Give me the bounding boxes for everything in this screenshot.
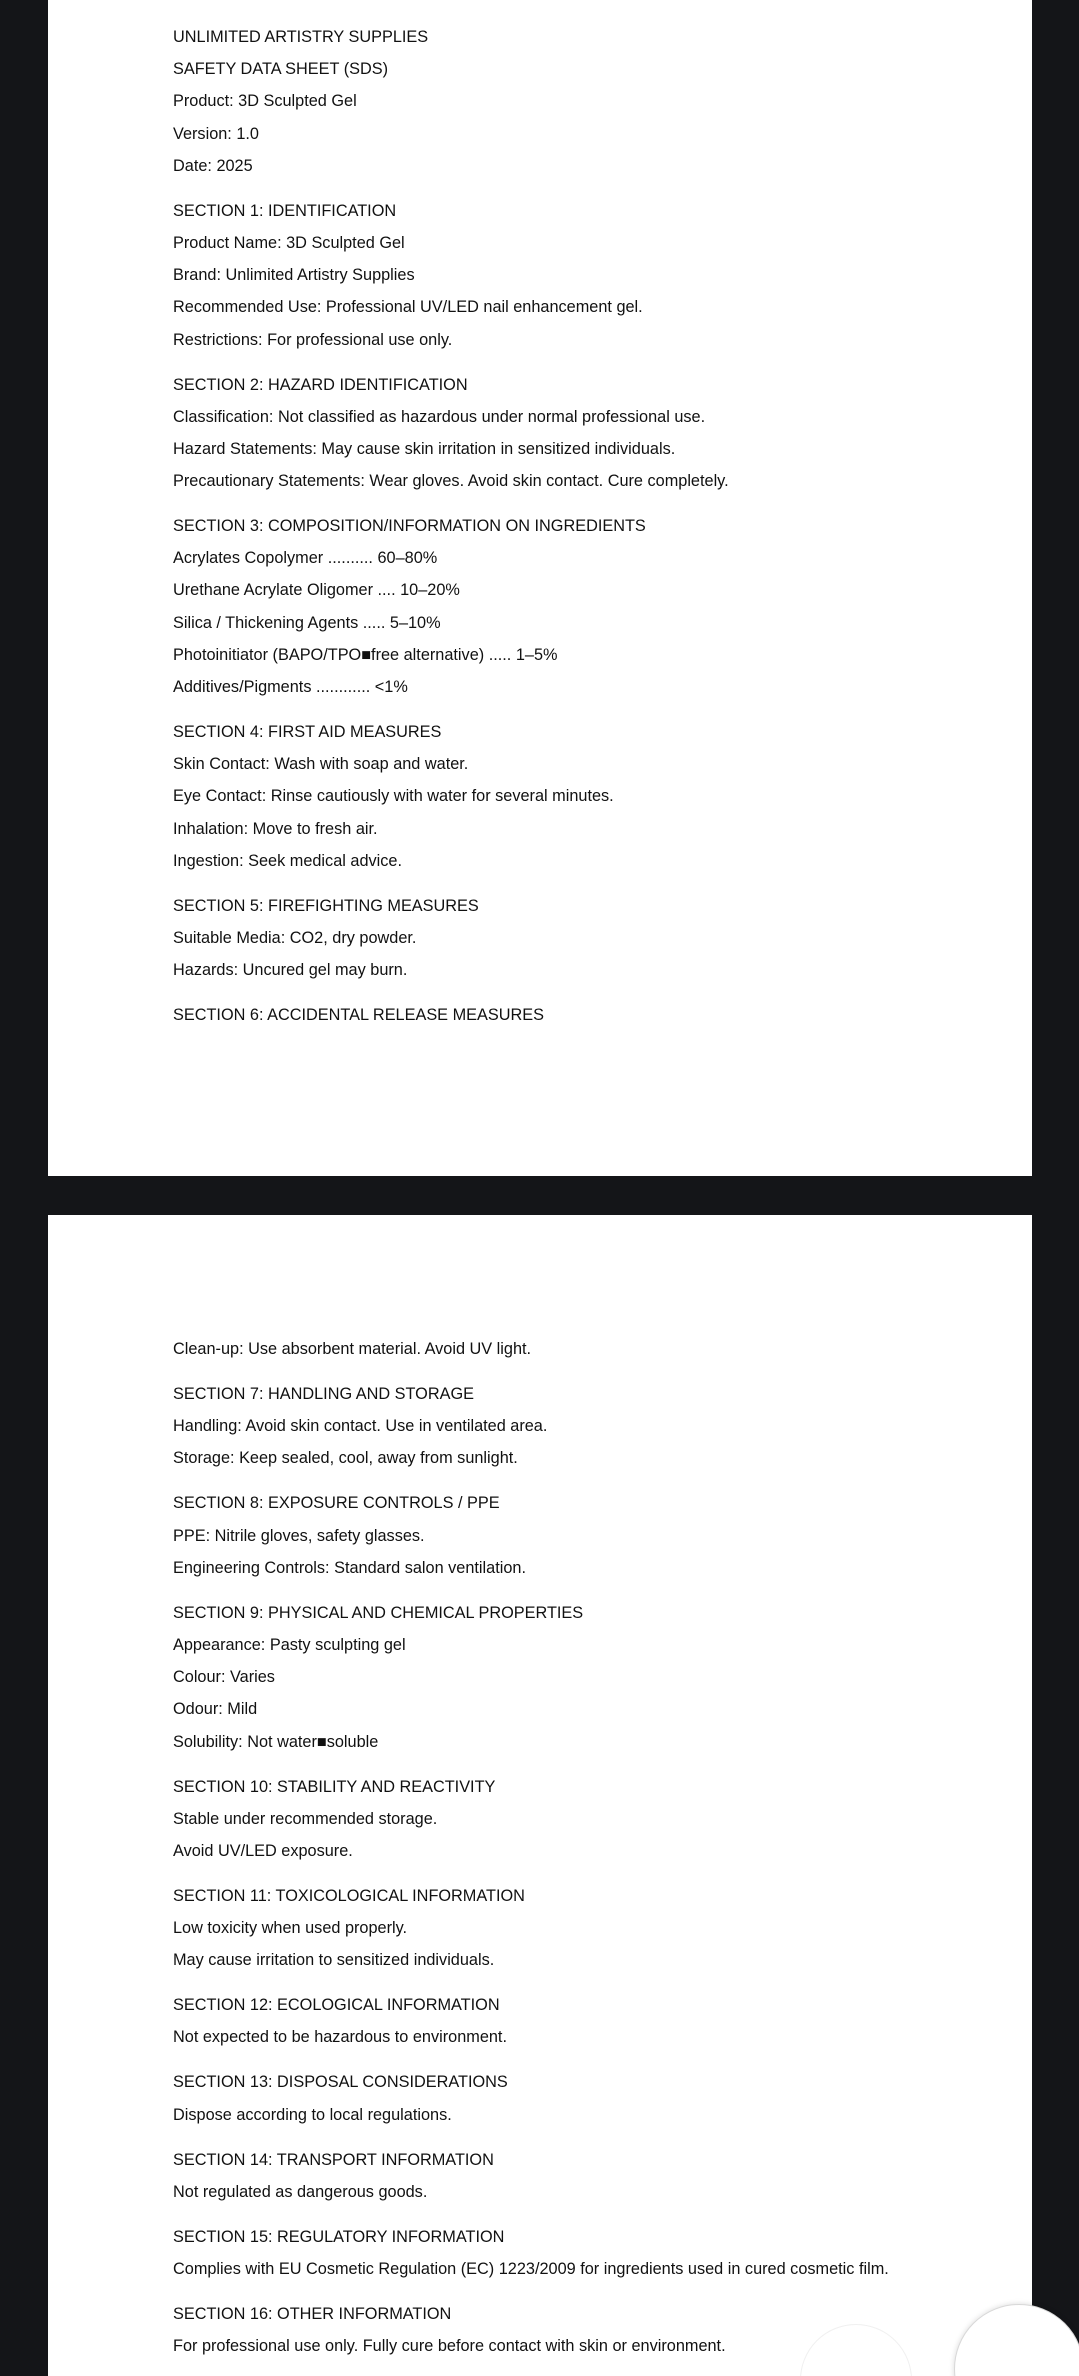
section-heading: SECTION 6: ACCIDENTAL RELEASE MEASURES	[173, 1006, 544, 1025]
section-heading: SECTION 2: HAZARD IDENTIFICATION	[173, 375, 468, 394]
section-heading: SECTION 14: TRANSPORT INFORMATION	[173, 2150, 494, 2169]
document-page-1	[48, 0, 1032, 1176]
section-line: Complies with EU Cosmetic Regulation (EC) 1223/2009 for ingredients used in cured cosmetic film.	[173, 2260, 889, 2278]
section-line: May cause irritation to sensitized individuals.	[173, 1951, 495, 1970]
section-line: Odour: Mild	[173, 1700, 258, 1719]
section-line: Low toxicity when used properly.	[173, 1919, 408, 1938]
section-line: Skin Contact: Wash with soap and water.	[173, 755, 469, 774]
section-heading: SECTION 8: EXPOSURE CONTROLS / PPE	[173, 1494, 500, 1513]
date-line: Date: 2025	[173, 156, 253, 175]
section-line: Not expected to be hazardous to environment.	[173, 2028, 507, 2047]
section-heading: SECTION 5: FIREFIGHTING MEASURES	[173, 896, 479, 915]
section-line: Restrictions: For professional use only.	[173, 330, 453, 349]
section-heading: SECTION 4: FIRST AID MEASURES	[173, 723, 442, 741]
section-line: For professional use only. Fully cure before contact with skin or environment.	[173, 2337, 726, 2356]
ingredient-line: Urethane Acrylate Oligomer .... 10–20%	[173, 581, 460, 600]
section-line: Classification: Not classified as hazardous under normal professional use.	[173, 407, 706, 426]
section-line: Inhalation: Move to fresh air.	[173, 819, 378, 838]
section-heading: SECTION 16: OTHER INFORMATION	[173, 2305, 452, 2323]
ingredient-line: Silica / Thickening Agents ..... 5–10%	[173, 613, 441, 632]
section-line: Avoid UV/LED exposure.	[173, 1841, 353, 1860]
section-line: Product Name: 3D Sculpted Gel	[173, 233, 405, 252]
section-heading: SECTION 11: TOXICOLOGICAL INFORMATION	[173, 1886, 525, 1905]
company-name: UNLIMITED ARTISTRY SUPPLIES	[173, 28, 429, 46]
section-line: Solubility: Not water■soluble	[173, 1732, 379, 1751]
section-heading: SECTION 10: STABILITY AND REACTIVITY	[173, 1777, 496, 1796]
section-line: Not regulated as dangerous goods.	[173, 2182, 428, 2201]
section-heading: SECTION 7: HANDLING AND STORAGE	[173, 1385, 474, 1403]
document-page-2	[48, 1215, 1032, 2376]
section-heading: SECTION 1: IDENTIFICATION	[173, 201, 397, 220]
section-line: Eye Contact: Rinse cautiously with water for several minutes.	[173, 787, 614, 806]
section-line: Hazards: Uncured gel may burn.	[173, 961, 408, 980]
version-line: Version: 1.0	[173, 124, 259, 143]
ingredient-line: Acrylates Copolymer .......... 60–80%	[173, 549, 438, 568]
section-line: Suitable Media: CO2, dry powder.	[173, 928, 417, 947]
section-line: Colour: Varies	[173, 1668, 275, 1687]
page-1-content	[173, 27, 992, 1037]
section-line: Handling: Avoid skin contact. Use in ventilated area.	[173, 1417, 548, 1436]
section-line: Storage: Keep sealed, cool, away from sunlight.	[173, 1449, 518, 1468]
section-line: PPE: Nitrile gloves, safety glasses.	[173, 1526, 425, 1545]
section-heading: SECTION 13: DISPOSAL CONSIDERATIONS	[173, 2073, 508, 2092]
section-line: Brand: Unlimited Artistry Supplies	[173, 266, 415, 285]
section-line: Precautionary Statements: Wear gloves. Avoid skin contact. Cure completely.	[173, 472, 729, 491]
ingredient-line: Additives/Pigments ............ <1%	[173, 678, 408, 696]
section-line: Appearance: Pasty sculpting gel	[173, 1635, 406, 1654]
section-line: Ingestion: Seek medical advice.	[173, 851, 402, 870]
section-line: Hazard Statements: May cause skin irritation in sensitized individuals.	[173, 439, 676, 458]
section-line: Dispose according to local regulations.	[173, 2105, 452, 2124]
product-line: Product: 3D Sculpted Gel	[173, 92, 357, 111]
section-heading: SECTION 9: PHYSICAL AND CHEMICAL PROPERTIES	[173, 1603, 584, 1622]
section-heading: SECTION 12: ECOLOGICAL INFORMATION	[173, 1996, 500, 2015]
section-line: Stable under recommended storage.	[173, 1809, 438, 1828]
section-line: Recommended Use: Professional UV/LED nail enhancement gel.	[173, 298, 643, 317]
document-title: SAFETY DATA SHEET (SDS)	[173, 60, 389, 79]
section-line: Engineering Controls: Standard salon ventilation.	[173, 1558, 526, 1577]
ingredient-line: Photoinitiator (BAPO/TPO■free alternative) ..... 1–5%	[173, 645, 558, 664]
section-heading: SECTION 15: REGULATORY INFORMATION	[173, 2227, 505, 2246]
section-line: Clean-up: Use absorbent material. Avoid UV light.	[173, 1340, 532, 1358]
section-heading: SECTION 3: COMPOSITION/INFORMATION ON INGREDIENTS	[173, 517, 646, 536]
page-2-content	[173, 1339, 992, 2368]
